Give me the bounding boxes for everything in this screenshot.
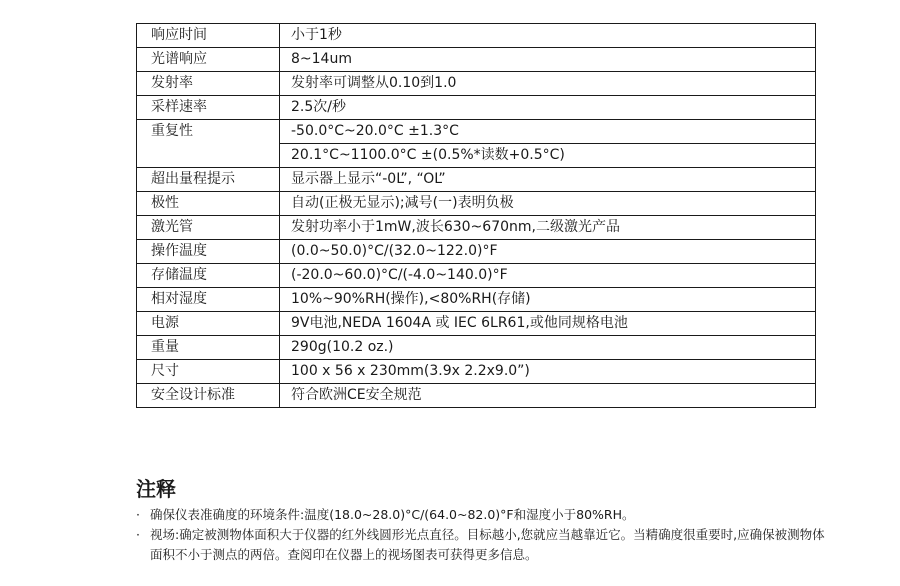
spec-value: 2.5次/秒 [280, 96, 816, 120]
spec-row [137, 96, 816, 120]
spec-row [137, 168, 816, 192]
spec-key: 重复性 [137, 120, 280, 168]
note-item [136, 525, 826, 565]
notes-list [136, 505, 826, 565]
spec-key: 光谱响应 [137, 48, 280, 72]
spec-value: 20.1°C~1100.0°C ±(0.5%*读数+0.5°C) [280, 144, 816, 168]
spec-key: 响应时间 [137, 24, 280, 48]
spec-row [137, 192, 816, 216]
spec-value: 发射率可调整从0.10到1.0 [280, 72, 816, 96]
spec-row [137, 240, 816, 264]
spec-value: 显示器上显示“-0L”, “OL” [280, 168, 816, 192]
spec-value: -50.0°C~20.0°C ±1.3°C [280, 120, 816, 144]
spec-key: 安全设计标准 [137, 384, 280, 408]
spec-value: 9V电池,NEDA 1604A 或 IEC 6LR61,或他同规格电池 [280, 312, 816, 336]
spec-value: 290g(10.2 oz.) [280, 336, 816, 360]
spec-row [137, 336, 816, 360]
spec-value: 自动(正极无显示);减号(一)表明负极 [280, 192, 816, 216]
spec-value: 小于1秒 [280, 24, 816, 48]
spec-row [137, 216, 816, 240]
spec-value: (-20.0~60.0)°C/(-4.0~140.0)°F [280, 264, 816, 288]
spec-key: 发射率 [137, 72, 280, 96]
spec-key: 尺寸 [137, 360, 280, 384]
spec-key: 相对湿度 [137, 288, 280, 312]
spec-value: 8~14um [280, 48, 816, 72]
note-text: 确保仪表准确度的环境条件:温度(18.0~28.0)°C/(64.0~82.0)°F和湿度小于80%RH。 [150, 507, 635, 522]
spec-key: 采样速率 [137, 96, 280, 120]
note-text: 视场:确定被测物体面积大于仪器的红外线圆形光点直径。目标越小,您就应当越靠近它。当精确度很重要时,应确保被测物体面积不小于测点的两倍。查阅印在仪器上的视场图表可获得更多信息。 [150, 527, 825, 562]
spec-key: 重量 [137, 336, 280, 360]
spec-value: 10%~90%RH(操作),<80%RH(存储) [280, 288, 816, 312]
spec-row [137, 24, 816, 48]
spec-value: (0.0~50.0)°C/(32.0~122.0)°F [280, 240, 816, 264]
bullet-icon: · [136, 527, 140, 542]
spec-value: 100 x 56 x 230mm(3.9x 2.2x9.0”) [280, 360, 816, 384]
spec-row [137, 312, 816, 336]
spec-row [137, 120, 816, 144]
spec-key: 超出量程提示 [137, 168, 280, 192]
spec-row [137, 288, 816, 312]
spec-value: 发射功率小于1mW,波长630~670nm,二级激光产品 [280, 216, 816, 240]
spec-table [136, 23, 816, 408]
spec-key: 电源 [137, 312, 280, 336]
spec-key: 激光管 [137, 216, 280, 240]
spec-table-body [137, 24, 816, 408]
bullet-icon: · [136, 507, 140, 522]
spec-row [137, 72, 816, 96]
spec-key: 存储温度 [137, 264, 280, 288]
spec-row [137, 360, 816, 384]
spec-row [137, 48, 816, 72]
spec-key: 操作温度 [137, 240, 280, 264]
spec-value: 符合欧洲CE安全规范 [280, 384, 816, 408]
note-item [136, 505, 826, 525]
spec-row [137, 264, 816, 288]
notes-title: 注释 [136, 477, 176, 501]
spec-key: 极性 [137, 192, 280, 216]
spec-row [137, 384, 816, 408]
